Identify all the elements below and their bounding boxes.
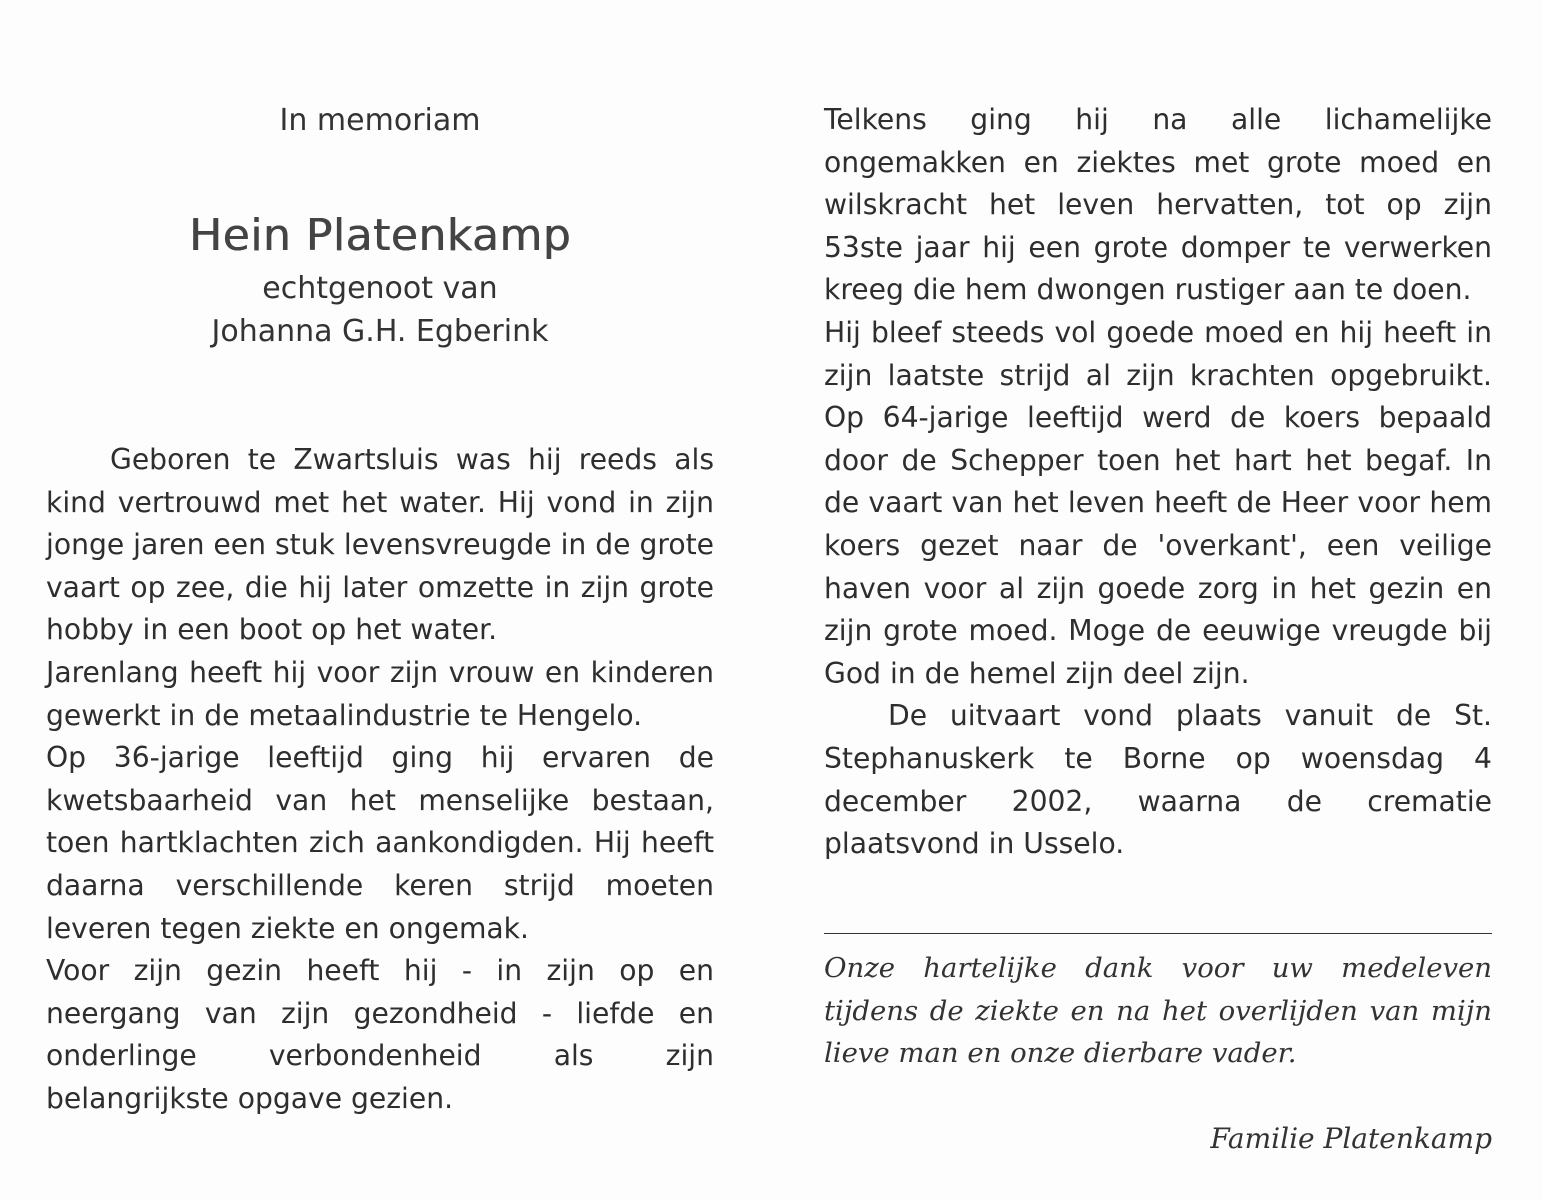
spouse-prefix: echtgenoot van: [262, 271, 498, 306]
divider-line: [824, 933, 1492, 934]
deceased-name: Hein Platenkamp: [188, 210, 572, 261]
thank-you-note: Onze hartelijke dank voor uw medeleven tijdens de ziekte en na het overlijden van mijn lieve man en onze dierbare vader.: [824, 952, 1492, 1069]
biography-paragraph: Voor zijn gezin heeft hij - in zijn op en neergang van zijn gezondheid - liefde en onderlinge verbondenheid als zijn belangrijkste opgave gezien.: [46, 954, 714, 1115]
biography-paragraph: Jarenlang heeft hij voor zijn vrouw en kinderen gewerkt in de metaalindustrie te Hengelo.: [46, 655, 714, 732]
right-body-text: [824, 99, 1492, 866]
spouse-name: Johanna G.H. Egberink: [211, 314, 549, 349]
biography-paragraph: Geboren te Zwartsluis was hij reeds als kind vertrouwd met het water. Hij vond in zijn jonge jaren een stuk levensvreugde in de grote vaart op zee, die hij later omzette in zijn grote hobby in een boot op het water.: [46, 443, 714, 647]
biography-paragraph: Hij bleef steeds vol goede moed en hij heeft in zijn laatste strijd al zijn krachten opgebruikt. Op 64-jarige leeftijd werd de koers bepaald door de Schepper toen het hart het begaf. In de vaart van het leven heeft de Heer voor hem koers gezet naar de 'overkant', een veilige haven voor al zijn goede zorg in het gezin en zijn grote moed. Moge de eeuwige vreugde bij God in de hemel zijn deel zijn.: [824, 315, 1492, 690]
left-body-text: [46, 439, 714, 1121]
biography-paragraph: Op 36-jarige leeftijd ging hij ervaren de kwetsbaarheid van het menselijke bestaan, toen hartklachten zich aankondigden. Hij heeft daarna verschillende keren strijd moeten leveren tegen ziekte en ongemak.: [46, 741, 714, 945]
biography-paragraph: Telkens ging hij na alle lichamelijke ongemakken en ziektes met grote moed en wilskracht het leven hervatten, tot op zijn 53ste jaar hij een grote domper te verwerken kreeg die hem dwongen rustiger aan te doen.: [824, 103, 1492, 307]
in-memoriam-heading: In memoriam: [279, 103, 481, 138]
funeral-paragraph: De uitvaart vond plaats vanuit de St. Stephanuskerk te Borne op woensdag 4 december 2002, waarna de crematie plaatsvond in Usselo.: [824, 699, 1492, 861]
family-signature: Familie Platenkamp: [1210, 1122, 1492, 1155]
